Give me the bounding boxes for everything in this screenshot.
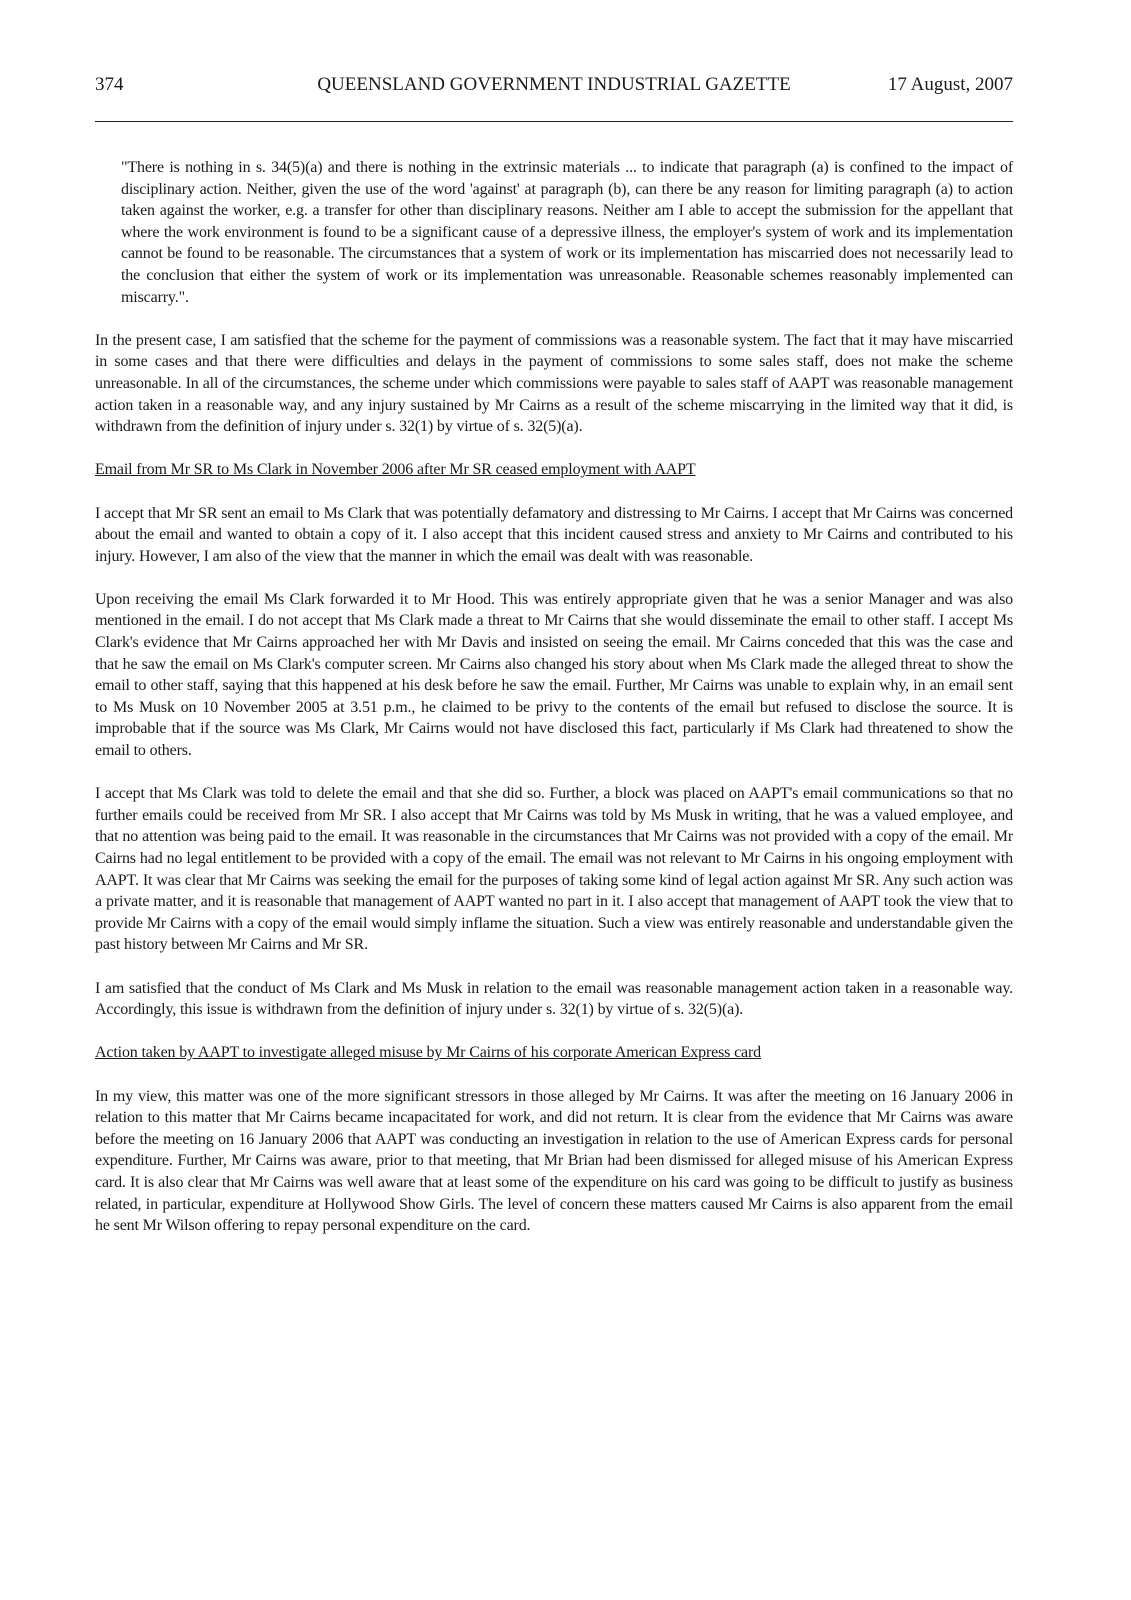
publication-title: QUEENSLAND GOVERNMENT INDUSTRIAL GAZETTE xyxy=(317,74,791,95)
paragraph: I accept that Ms Clark was told to delete the email and that she did so. Further, a block was placed on AAPT's email communications so that no further emails could be received from Mr SR. I also accept that Mr Cairns was told by Ms Musk in writing, that he was a valued employee, and that no attention was being paid to the email. It was reasonable in the circumstances that Mr Cairns was not provided with a copy of the email. Mr Cairns had no legal entitlement to be provided with a copy of the email. The email was not relevant to Mr Cairns in his ongoing employment with AAPT. It was clear that Mr Cairns was seeking the email for the purposes of taking some kind of legal action against Mr SR. Any such action was a private matter, and it is reasonable that management of AAPT wanted no part in it. I also accept that management of AAPT took the view that to provide Mr Cairns with a copy of the email would simply inflame the situation. Such a view was entirely reasonable and understandable given the past history between Mr Cairns and Mr SR. xyxy=(95,785,1013,954)
section-heading: Action taken by AAPT to investigate alleged misuse by Mr Cairns of his corporate American Express card xyxy=(95,1044,762,1062)
paragraph: In my view, this matter was one of the more significant stressors in those alleged by Mr Cairns. It was after the meeting on 16 January 2006 in relation to this matter that Mr Cairns became incapacitated for work, and did not return. It is clear from the evidence that Mr Cairns was aware before the meeting on 16 January 2006 that AAPT was conducting an investigation in relation to the use of American Express cards for personal expenditure. Further, Mr Cairns was aware, prior to that meeting, that Mr Brian had been dismissed for alleged misuse of his American Express card. It is also clear that Mr Cairns was well aware that at least some of the expenditure on his card was going to be difficult to justify as business related, in particular, expenditure at Hollywood Show Girls. The level of concern these matters caused Mr Cairns is also apparent from the email he sent Mr Wilson offering to repay personal expenditure on the card. xyxy=(95,1087,1013,1235)
paragraph: I am satisfied that the conduct of Ms Clark and Ms Musk in relation to the email was reasonable management action taken in a reasonable way. Accordingly, this issue is withdrawn from the definition of injury under s. 32(1) by virtue of s. 32(5)(a). xyxy=(95,979,1013,1019)
document-body xyxy=(95,157,1013,1258)
paragraph: I accept that Mr SR sent an email to Ms Clark that was potentially defamatory and distressing to Mr Cairns. I accept that Mr Cairns was concerned about the email and wanted to obtain a copy of it. I also accept that this incident caused stress and anxiety to Mr Cairns and contributed to his injury. However, I am also of the view that the manner in which the email was dealt with was reasonable. xyxy=(95,504,1014,565)
header-rule xyxy=(95,121,1013,122)
page-header xyxy=(95,74,1013,100)
block-quote: "There is nothing in s. 34(5)(a) and there is nothing in the extrinsic materials ... to indicate that paragraph (a) is confined to the impact of disciplinary action. Neither, given the use of the word 'against' at paragraph (b), can there be any reason for limiting paragraph (a) to action taken against the worker, e.g. a transfer for other than disciplinary reasons. Neither am I able to accept the submission for the appellant that where the work environment is found to be a significant cause of a depressive illness, the employer's system of work and its implementation cannot be found to be reasonable. The circumstances that a system of work or its implementation has miscarried does not necessarily lead to the conclusion that either the system of work or its implementation was unreasonable. Reasonable schemes reasonably implemented can miscarry.". xyxy=(121,159,1013,306)
page-number: 374 xyxy=(95,74,124,95)
section-heading: Email from Mr SR to Ms Clark in November 2006 after Mr SR ceased employment with AAPT xyxy=(95,461,696,479)
publication-date: 17 August, 2007 xyxy=(887,74,1013,95)
paragraph: Upon receiving the email Ms Clark forwarded it to Mr Hood. This was entirely appropriate given that he was a senior Manager and was also mentioned in the email. I do not accept that Ms Clark made a threat to Mr Cairns that she would disseminate the email to other staff. I accept Ms Clark's evidence that Mr Cairns approached her with Mr Davis and insisted on seeing the email. Mr Cairns conceded that this was the case and that he saw the email on Ms Clark's computer screen. Mr Cairns also changed his story about when Ms Clark made the alleged threat to show the email to other staff, saying that this happened at his desk before he saw the email. Further, Mr Cairns was unable to explain why, in an email sent to Ms Musk on 10 November 2005 at 3.51 p.m., he claimed to be privy to the contents of the email but refused to disclose the source. It is improbable that if the source was Ms Clark, Mr Cairns would not have disclosed this fact, particularly if Ms Clark had threatened to show the email to others. xyxy=(95,590,1013,760)
paragraph: In the present case, I am satisfied that the scheme for the payment of commissions was a reasonable system. The fact that it may have miscarried in some cases and that there were difficulties and delays in the payment of commissions to some sales staff, does not make the scheme unreasonable. In all of the circumstances, the scheme under which commissions were payable to sales staff of AAPT was reasonable management action taken in a reasonable way, and any injury sustained by Mr Cairns as a result of the scheme miscarrying in the limited way that it did, is withdrawn from the definition of injury under s. 32(1) by virtue of s. 32(5)(a). xyxy=(95,331,1013,436)
